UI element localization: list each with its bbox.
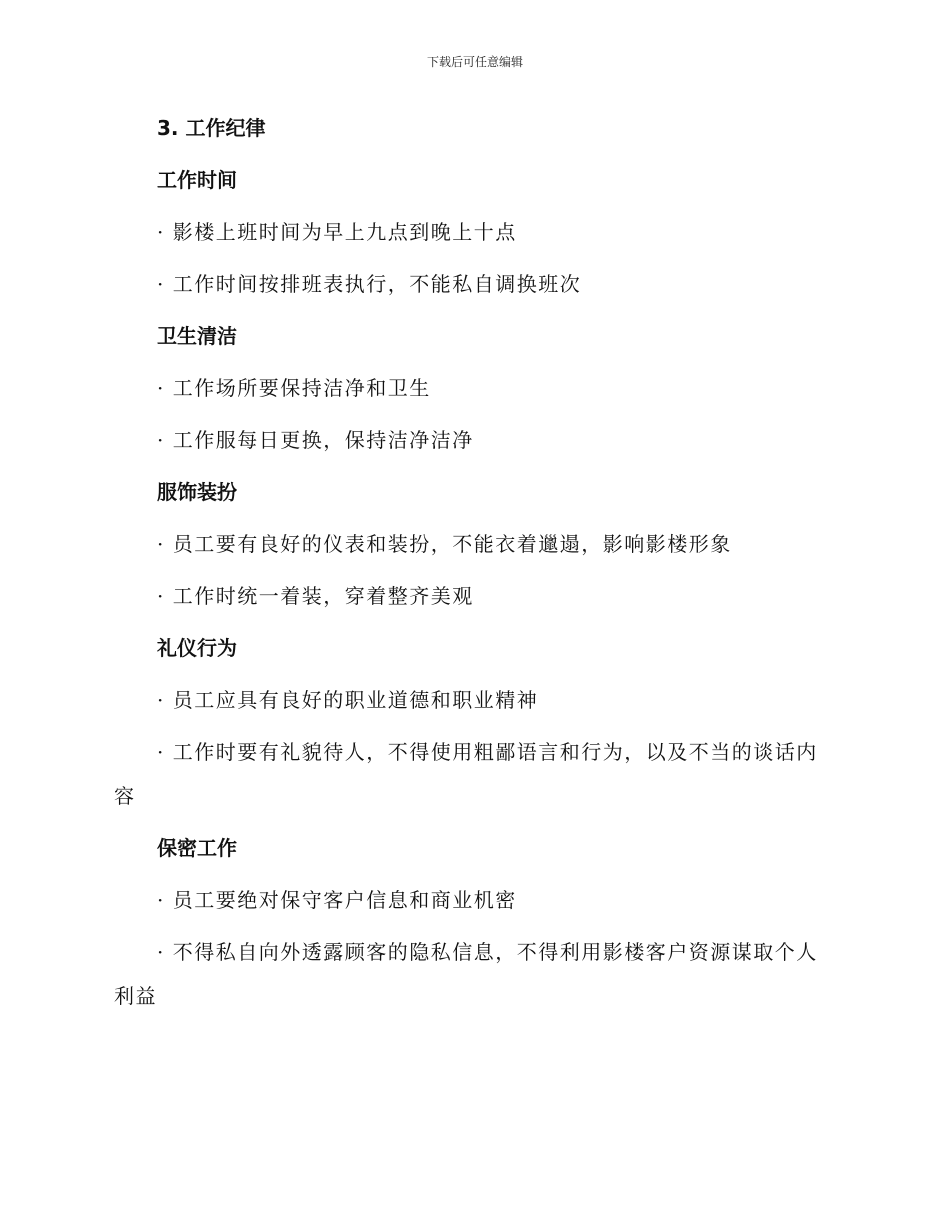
bullet-item: · 影楼上班时间为早上九点到晚上十点 xyxy=(157,220,517,244)
heading-confidentiality: 保密工作 xyxy=(157,836,237,860)
bullet-item: · 员工应具有良好的职业道德和职业精神 xyxy=(157,688,539,712)
bullet-item: · 员工要有良好的仪表和装扮，不能衣着邋遢，影响影楼形象 xyxy=(157,532,732,556)
bullet-item: · 工作时要有礼貌待人，不得使用粗鄙语言和行为，以及不当的谈话内容 xyxy=(114,740,818,808)
heading-hygiene: 卫生清洁 xyxy=(157,324,237,348)
bullet-item: · 不得私自向外透露顾客的隐私信息，不得利用影楼客户资源谋取个人利益 xyxy=(114,940,818,1008)
page-header: 下载后可任意编辑 xyxy=(426,55,523,69)
bullet-item: · 员工要绝对保守客户信息和商业机密 xyxy=(157,888,517,912)
bullet-item: · 工作时间按排班表执行，不能私自调换班次 xyxy=(157,272,582,296)
bullet-item: · 工作服每日更换，保持洁净洁净 xyxy=(157,428,474,452)
bullet-item: · 工作时统一着装，穿着整齐美观 xyxy=(157,584,474,608)
heading-etiquette: 礼仪行为 xyxy=(157,636,237,660)
document-body xyxy=(114,110,826,1030)
bullet-item: · 工作场所要保持洁净和卫生 xyxy=(157,376,431,400)
section-title: 3. 工作纪律 xyxy=(157,116,266,140)
heading-dress: 服饰装扮 xyxy=(157,480,237,504)
heading-work-hours: 工作时间 xyxy=(157,168,237,192)
